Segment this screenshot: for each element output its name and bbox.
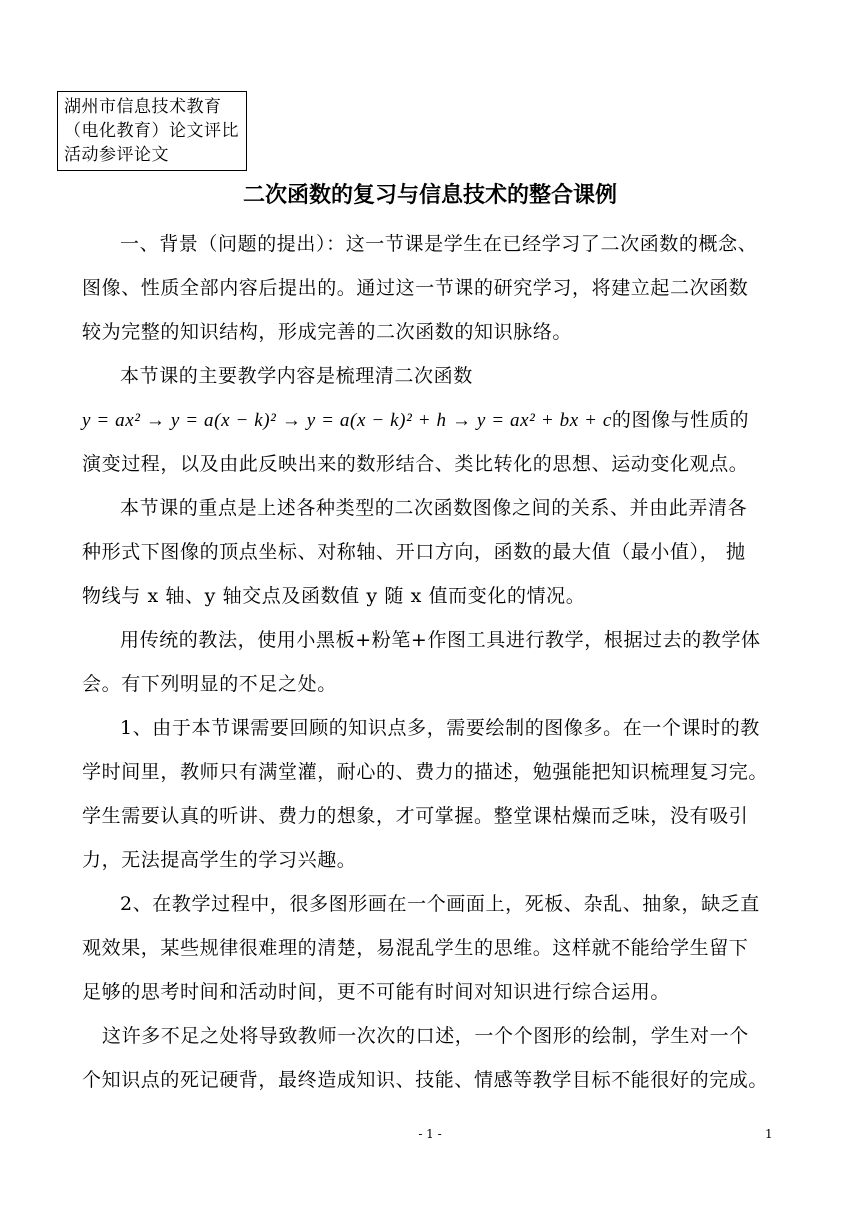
paragraph-content [82, 354, 782, 486]
text-line: 1、由于本节课需要回顾的知识点多，需要绘制的图像多。在一个课时的教 [120, 717, 760, 739]
text-line: 观效果，某些规律很难理的清楚，易混乱学生的思维。这样就不能给学生留下 [82, 937, 749, 959]
paragraph-focus [82, 486, 782, 618]
text-line: 演变过程，以及由此反映出来的数形结合、类比转化的思想、运动变化观点。 [82, 453, 749, 475]
page-number: - 1 - [418, 1127, 442, 1141]
stamp-line: 活动参评论文 [64, 145, 169, 165]
text-line: 物线与 x 轴、y 轴交点及函数值 y 随 x 值而变化的情况。 [82, 585, 586, 607]
paragraph-background [82, 222, 782, 354]
paragraph-point-1 [82, 706, 782, 882]
paragraph-conclusion [82, 1014, 782, 1102]
text-line: 力，无法提高学生的学习兴趣。 [82, 849, 357, 871]
formula-line [82, 398, 782, 442]
document-title: 二次函数的复习与信息技术的整合课例 [242, 182, 617, 208]
text-line: 用传统的教法，使用小黑板+粉笔+作图工具进行教学，根据过去的教学体 [120, 629, 761, 651]
text-line: 学时间里，教师只有满堂灌，耐心的、费力的描述，勉强能把知识梳理复习完。 [82, 761, 769, 783]
text-line: 个知识点的死记硬背，最终造成知识、技能、情感等教学目标不能很好的完成。 [82, 1069, 769, 1091]
text-line: 学生需要认真的听讲、费力的想象，才可掌握。整堂课枯燥而乏味，没有吸引 [82, 805, 749, 827]
text-line: 图像、性质全部内容后提出的。通过这一节课的研究学习，将建立起二次函数 [82, 277, 749, 299]
text-line: 较为完整的知识结构，形成完善的二次函数的知识脉络。 [82, 321, 573, 343]
text-line: 本节课的主要教学内容是梳理清二次函数 [120, 365, 473, 387]
paragraph-traditional [82, 618, 782, 706]
function-formula: y = ax² → y = a(x − k)² → y = a(x − k)² + h → y = ax² + bx + c [82, 410, 612, 431]
page-number-right: 1 [765, 1127, 773, 1141]
text-line: 足够的思考时间和活动时间，更不可能有时间对知识进行综合运用。 [82, 981, 671, 1003]
text-line: 本节课的重点是上述各种类型的二次函数图像之间的关系、并由此弄清各 [120, 497, 748, 519]
text-fragment: 的图像与性质的 [611, 409, 750, 431]
text-line: 一、背景（问题的提出）：这一节课是学生在已经学习了二次函数的概念、 [120, 233, 758, 255]
text-line: 2、在教学过程中，很多图形画在一个画面上，死板、杂乱、抽象，缺乏直 [120, 893, 760, 915]
text-line: 会。有下列明显的不足之处。 [82, 673, 337, 695]
text-line: 种形式下图像的顶点坐标、对称轴、开口方向，函数的最大值（最小值）， 抛 [82, 541, 746, 563]
entry-stamp-box [57, 91, 247, 171]
stamp-line: 湖州市信息技术教育 [64, 97, 222, 117]
stamp-line: （电化教育）论文评比 [64, 121, 239, 141]
paragraph-point-2 [82, 882, 782, 1014]
text-line: 这许多不足之处将导致教师一次次的口述，一个个图形的绘制，学生对一个 [102, 1025, 749, 1047]
